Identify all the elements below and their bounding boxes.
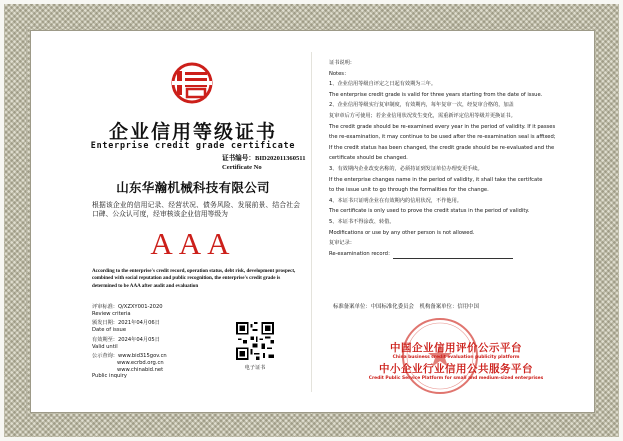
credit-grade: AAA	[150, 226, 236, 261]
note-line: certificate should be changed.	[329, 155, 408, 162]
inquiry-label-en: Public inquiry	[92, 373, 127, 380]
note-line: 4、本证书只证明企业在有效期内的信用状况，不作他用。	[329, 197, 462, 204]
notes-section	[329, 58, 575, 259]
cert-no-label-en: Certificate No	[222, 164, 262, 171]
note-line: to the issue unit to go through the formalities for the change.	[329, 187, 489, 194]
note-line: 2、企业信用等级实行复审制度，有效期内，每年复审一次，经复审合格的，加盖	[329, 102, 514, 109]
review-record-line	[393, 258, 513, 259]
note-line: 1、企业信用等级自评定之日起有效期为三年。	[329, 81, 437, 88]
qr-label: 电子证书	[244, 365, 266, 371]
certificate-meta	[92, 304, 232, 380]
cert-no-value: BID202011360511	[254, 155, 306, 162]
review-criteria: 评审标准：Q/XZXY001-2020	[92, 304, 163, 310]
issuer-name: 中国企业信用评价公示平台	[390, 342, 522, 354]
certificate-number	[222, 154, 306, 172]
note-line: the re-examination, it may continue to be used after the re-examination seal is affixed;	[329, 134, 556, 141]
credit-logo-icon	[171, 62, 213, 104]
notes-heading-en: Notes：	[329, 70, 350, 77]
issuer-name: 中小企业行业信用公共服务平台	[379, 363, 533, 375]
notes-heading: 证书说明：	[329, 60, 355, 66]
filing-units	[333, 302, 483, 310]
center-divider	[311, 52, 312, 392]
note-line: The credit grade should be re-examined every year in the period of validity. If it passes	[329, 123, 556, 130]
review-record-label: 复审记录：	[329, 240, 355, 247]
inquiry-label: 公示查询：	[92, 353, 118, 360]
cert-no-label: 证书编号：	[222, 155, 255, 162]
institution-filing-unit: 机构备案单位：信用中国	[419, 304, 479, 310]
inquiry-site[interactable]: www.bid315gov.cn	[117, 353, 167, 360]
note-line: If the enterprise changes name in the period of validity, it shall take the certifcate	[329, 176, 543, 183]
description-cn: 根据该企业的信用记录、经营状况、债务风险、发展前景、结合社会口碑、公众认可度，经审核该企业信用等级为	[92, 201, 300, 218]
note-line: 复审章后方可使用；若企业信用状况发生变化，需重新评定信用等级并更换证书。	[329, 112, 516, 119]
inquiry-site[interactable]: www.chinabid.net	[117, 366, 164, 373]
note-line: The certificate is only used to prove the credit status in the period of validity.	[329, 208, 530, 215]
review-record-label-en: Re-examination record：	[329, 250, 394, 257]
issuer-name-en: China business credit evaluation publicity platform	[392, 355, 520, 360]
note-line: 5、本证书不得涂改、转借。	[329, 218, 395, 225]
qr-code-icon	[236, 322, 274, 360]
company-name: 山东华瀚机械科技有限公司	[116, 180, 270, 195]
valid-until: 有效期至：2024年04月05日	[92, 336, 160, 343]
review-record-row	[329, 249, 575, 260]
note-line: 3、有效期内企业改变名称的，必须持证到发证单位办理变更手续。	[329, 165, 483, 172]
issue-date: 颁发日期：2021年04月06日	[92, 320, 160, 327]
review-criteria-en: Review criteria	[92, 310, 131, 317]
certificate-title-en: Enterprise credit grade certificate	[90, 140, 296, 150]
inquiry-site[interactable]: www.ecrbd.org.cn	[117, 359, 164, 366]
description-en: According to the enterprise's credit record, operation status, debt risk, development prospect, combined with social reputation and public recognition, the enterprise's credit grade is determined to be AAA after audit and evaluation	[92, 268, 296, 289]
issue-date-en: Date of issue	[92, 327, 127, 334]
valid-until-en: Valid until	[92, 343, 118, 350]
note-line: The enterprise credit grade is valid for three years starting from the date of issue.	[329, 91, 543, 98]
note-line: Modifications or use by any other person is not allowed.	[329, 229, 475, 236]
note-line: If the credit status has been changed, the credit grade should be re-evaluated and the	[329, 144, 555, 151]
certificate-title: 企业信用等级证书	[108, 121, 277, 143]
issuer-name-en: Credit Public Service Platform for small and medium-sized enterprises	[368, 376, 544, 381]
standard-filing-unit: 标准备案单位：中国标准化委员会	[333, 304, 414, 310]
